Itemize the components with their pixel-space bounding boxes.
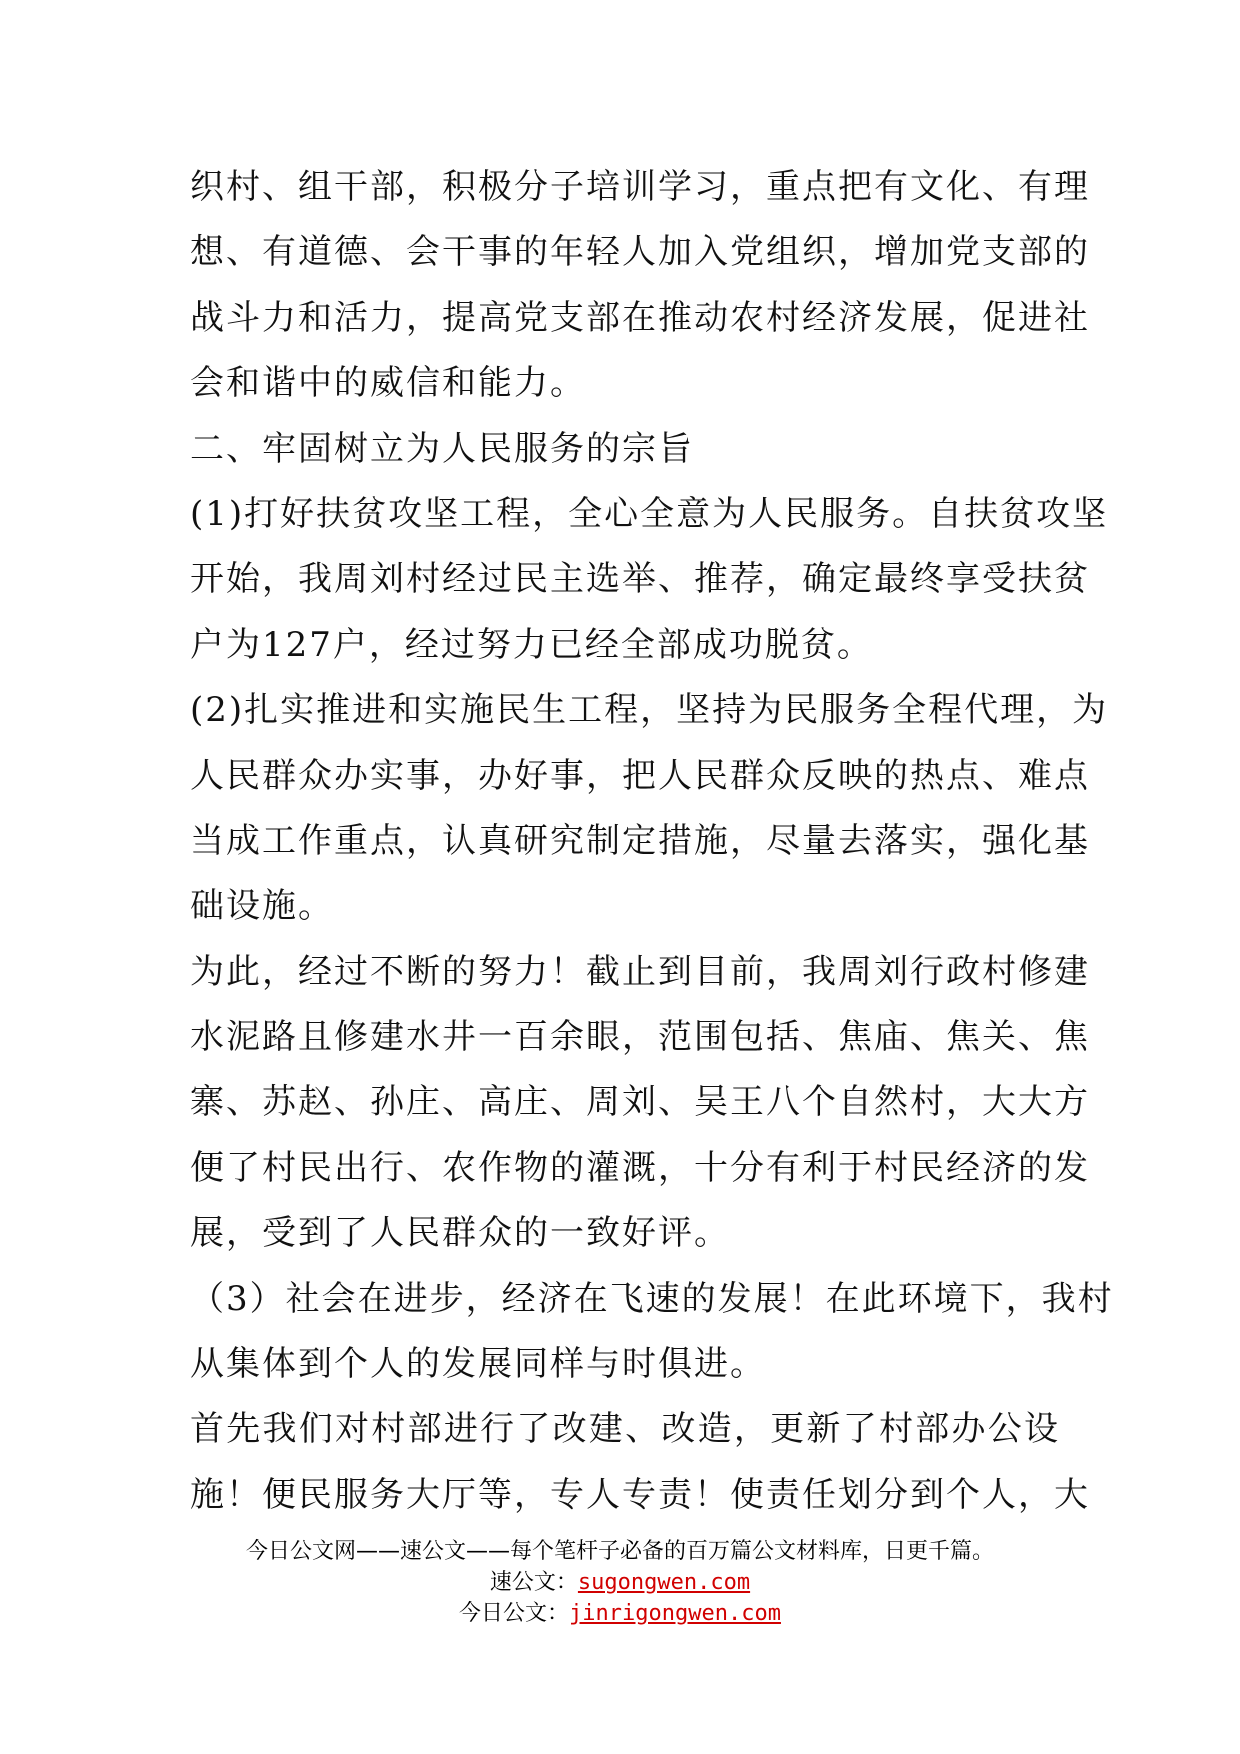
text-line-3: 战斗力和活力，提高党支部在推动农村经济发展，促进社: [190, 297, 1090, 338]
text-line-11: 当成工作重点，认真研究制定措施，尽量去落实，强化基: [190, 820, 1090, 861]
text-line-2: 想、有道德、会干事的年轻人加入党组织，增加党支部的: [190, 232, 1090, 273]
text-line-1: 织村、组干部，积极分子培训学习，重点把有文化、有理: [190, 167, 1090, 207]
footer-sugongwen: [0, 1567, 1240, 1598]
text-line-6: (1)打好扶贫攻坚工程，全心全意为人民服务。自扶贫攻坚: [190, 493, 1109, 534]
footer-jinrigongwen: [0, 1598, 1240, 1629]
section-heading: 二、牢固树立为人民服务的宗旨: [190, 428, 694, 469]
sugongwen-label: 速公文：: [489, 1570, 578, 1595]
text-line-18: （3）社会在进步，经济在飞速的发展！在此环境下，我村: [190, 1278, 1114, 1319]
page-footer: [0, 1536, 1240, 1629]
text-line-8: 户为127户，经过努力已经全部成功脱贫。: [190, 624, 873, 665]
footer-slogan: 今日公文网——速公文——每个笔杆子必备的百万篇公文材料库，日更千篇。: [245, 1539, 994, 1564]
sugongwen-link[interactable]: sugongwen.com: [577, 1570, 751, 1595]
text-line-7: 开始，我周刘村经过民主选举、推荐，确定最终享受扶贫: [190, 559, 1090, 600]
text-line-21: 施！便民服务大厅等，专人专责！使责任划分到个人，大: [190, 1474, 1090, 1515]
text-line-13: 为此，经过不断的努力！截止到目前，我周刘行政村修建: [190, 951, 1090, 992]
text-line-15: 寨、苏赵、孙庄、高庄、周刘、吴王八个自然村，大大方: [190, 1082, 1090, 1123]
text-line-14: 水泥路且修建水井一百余眼，范围包括、焦庙、焦关、焦: [190, 1017, 1090, 1058]
document-body: [190, 155, 1114, 1528]
text-line-20: 首先我们对村部进行了改建、改造，更新了村部办公设: [190, 1409, 1060, 1450]
text-line-10: 人民群众办实事，办好事，把人民群众反映的热点、难点: [190, 755, 1090, 796]
text-line-17: 展，受到了人民群众的一致好评。: [190, 1213, 730, 1254]
text-line-4: 会和谐中的威信和能力。: [190, 363, 586, 404]
jinrigongwen-link[interactable]: jinrigongwen.com: [569, 1601, 781, 1626]
jinrigongwen-label: 今日公文：: [459, 1601, 570, 1626]
text-line-16: 便了村民出行、农作物的灌溉，十分有利于村民经济的发: [190, 1147, 1090, 1188]
text-line-12: 础设施。: [190, 886, 334, 927]
text-line-19: 从集体到个人的发展同样与时俱进。: [190, 1344, 766, 1385]
text-line-9: (2)扎实推进和实施民生工程，坚持为民服务全程代理，为: [190, 690, 1109, 731]
